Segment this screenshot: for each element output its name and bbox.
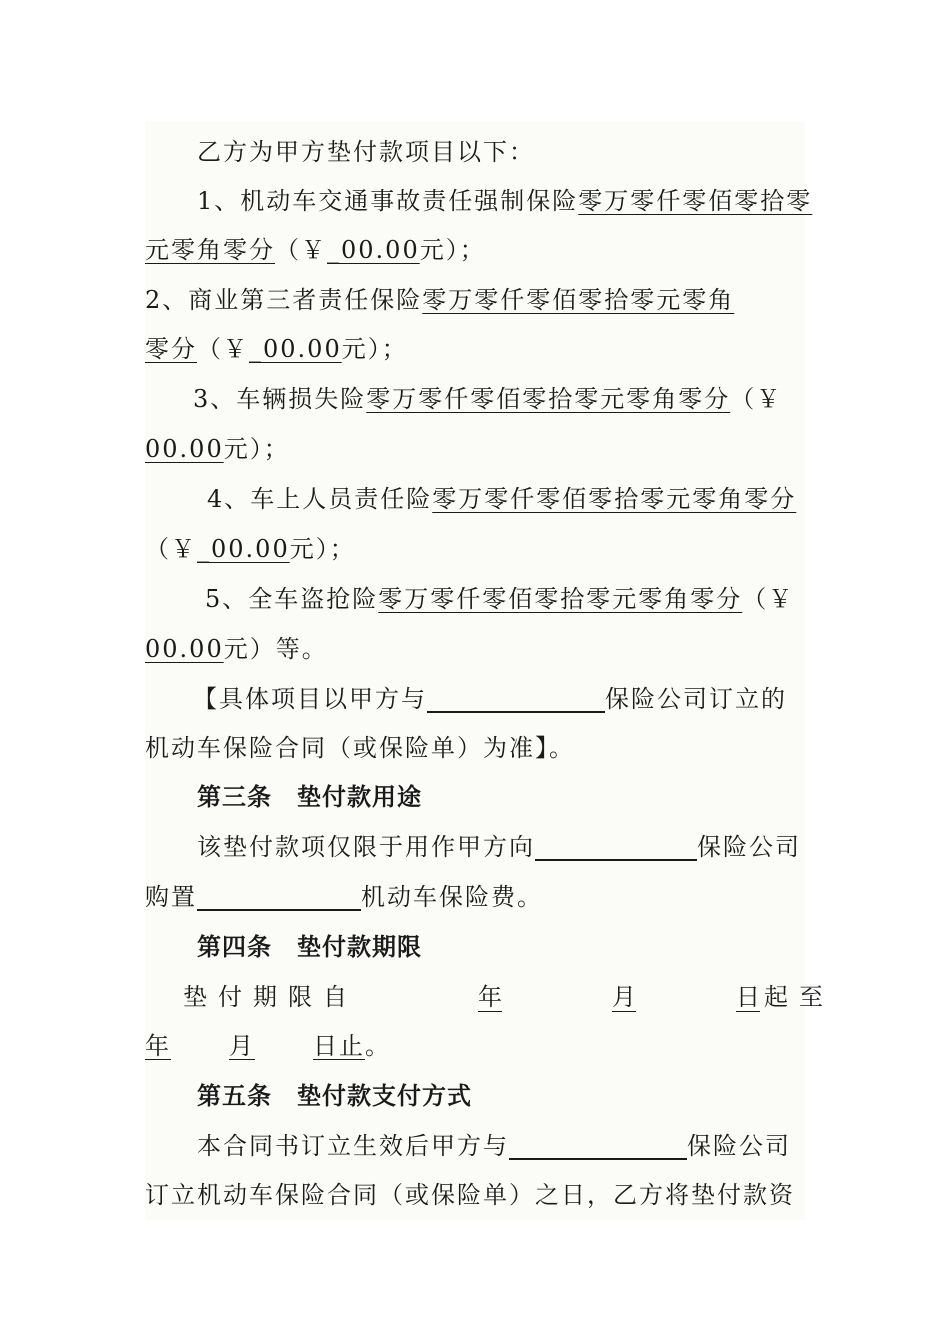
article-3-text: 该垫付款项仅限于用作甲方向 [197, 833, 535, 861]
item-1-yen: （￥ [275, 236, 327, 264]
article-4-line-1 [145, 972, 834, 1022]
article-4-end-day: 日止 [313, 1032, 365, 1060]
item-2-yen: （￥ [197, 335, 249, 363]
item-2-close: 元）； [341, 335, 408, 363]
item-1-close: 元）； [419, 236, 486, 264]
article-4-end-date[interactable] [145, 1021, 365, 1071]
item-4-line-2 [145, 524, 807, 574]
note-line-2 [145, 723, 807, 773]
article-3-line-2 [145, 872, 807, 922]
article-4-period: 。 [365, 1032, 391, 1060]
article-5-line-2 [145, 1170, 807, 1220]
item-3-line-1 [145, 374, 807, 424]
paragraph-intro [145, 127, 807, 177]
article-3-insurer-blank[interactable] [535, 829, 697, 861]
item-4-amount-words: 零万零仟零佰零拾零元零角零分 [432, 485, 797, 513]
item-4-line-1 [145, 474, 807, 524]
article-3-item-blank[interactable] [197, 879, 361, 911]
item-5-close: 元）等。 [223, 635, 328, 663]
article-5-text: 本合同书订立生效后甲方与 [197, 1132, 509, 1160]
article-5-text-cont: 订立机动车保险合同（或保险单）之日，乙方将垫付款资 [145, 1181, 795, 1209]
item-4-label: 4、车上人员责任险 [207, 485, 433, 513]
article-3-fee: 机动车保险费。 [361, 883, 543, 911]
article-4-heading [145, 922, 807, 972]
article-5-title: 第五条 垫付款支付方式 [197, 1081, 472, 1110]
item-4-close: 元）； [289, 535, 356, 563]
note-line-1 [145, 674, 807, 724]
article-3-text-end: 保险公司 [697, 833, 801, 861]
article-5-text-end: 保险公司 [687, 1132, 791, 1160]
article-4-line-2 [145, 1021, 807, 1071]
item-5-amount-words: 零万零仟零佰零拾零元零角零分 [378, 585, 743, 613]
article-4-year: 年 [478, 983, 502, 1011]
article-4-start-date[interactable] [358, 972, 760, 1022]
item-4-amount-figure: _00.00 [197, 535, 290, 563]
item-1-amount-figure: _00.00 [327, 236, 420, 264]
article-4-end-month: 月 [229, 1032, 255, 1060]
item-1-line-2 [145, 225, 807, 275]
item-3-close: 元）； [223, 435, 290, 463]
item-5-label: 5、全车盗抢险 [205, 585, 379, 613]
item-1-label: 1、机动车交通事故责任强制保险 [197, 187, 579, 215]
item-3-line-2 [145, 424, 807, 474]
item-2-amount-words: 零万零仟零佰零拾零元零角 [422, 286, 735, 314]
item-3-yen: （￥ [730, 385, 783, 413]
article-3-title: 第三条 垫付款用途 [197, 782, 422, 811]
item-3-label: 3、车辆损失险 [193, 385, 367, 413]
item-5-line-2 [145, 624, 807, 674]
item-2-amount-words-end: 零分 [145, 335, 197, 363]
item-1-amount-words-end: 元零角零分 [145, 236, 275, 264]
article-4-title: 第四条 垫付款期限 [197, 932, 422, 961]
item-1-amount-words: 零万零仟零佰零拾零 [578, 187, 813, 215]
item-2-line-1 [145, 275, 807, 325]
article-5-heading [145, 1071, 807, 1121]
article-5-line-1 [145, 1121, 807, 1171]
item-2-label: 2、商业第三者责任保险 [145, 286, 423, 314]
note-text-end: 保险公司订立的 [605, 685, 787, 713]
article-4-end-year: 年 [145, 1032, 171, 1060]
item-2-amount-figure: _00.00 [249, 335, 342, 363]
item-1-line-1 [145, 176, 813, 226]
item-3-amount-words: 零万零仟零佰零拾零元零角零分 [366, 385, 731, 413]
item-4-yen: （￥ [145, 535, 197, 563]
intro-text: 乙方为甲方垫付款项目以下： [197, 138, 535, 166]
article-4-text: 垫付期限自 [183, 983, 358, 1011]
note-text-start: 【具体项目以甲方与 [193, 685, 427, 713]
item-5-amount-figure: 00.00 [145, 635, 224, 663]
insurer-blank[interactable] [427, 681, 605, 713]
article-3-line-1 [145, 822, 807, 872]
item-3-amount-figure: 00.00 [145, 435, 224, 463]
article-4-day: 日 [736, 983, 760, 1011]
article-4-month: 月 [612, 983, 636, 1011]
item-5-line-1 [145, 574, 807, 624]
item-5-yen: （￥ [742, 585, 795, 613]
article-4-until: 起至 [764, 983, 834, 1011]
article-3-purchase: 购置 [145, 883, 197, 911]
article-5-insurer-blank[interactable] [509, 1128, 687, 1160]
note-text-cont: 机动车保险合同（或保险单）为准】。 [145, 734, 575, 762]
article-3-heading [145, 772, 807, 822]
item-2-line-2 [145, 324, 807, 374]
